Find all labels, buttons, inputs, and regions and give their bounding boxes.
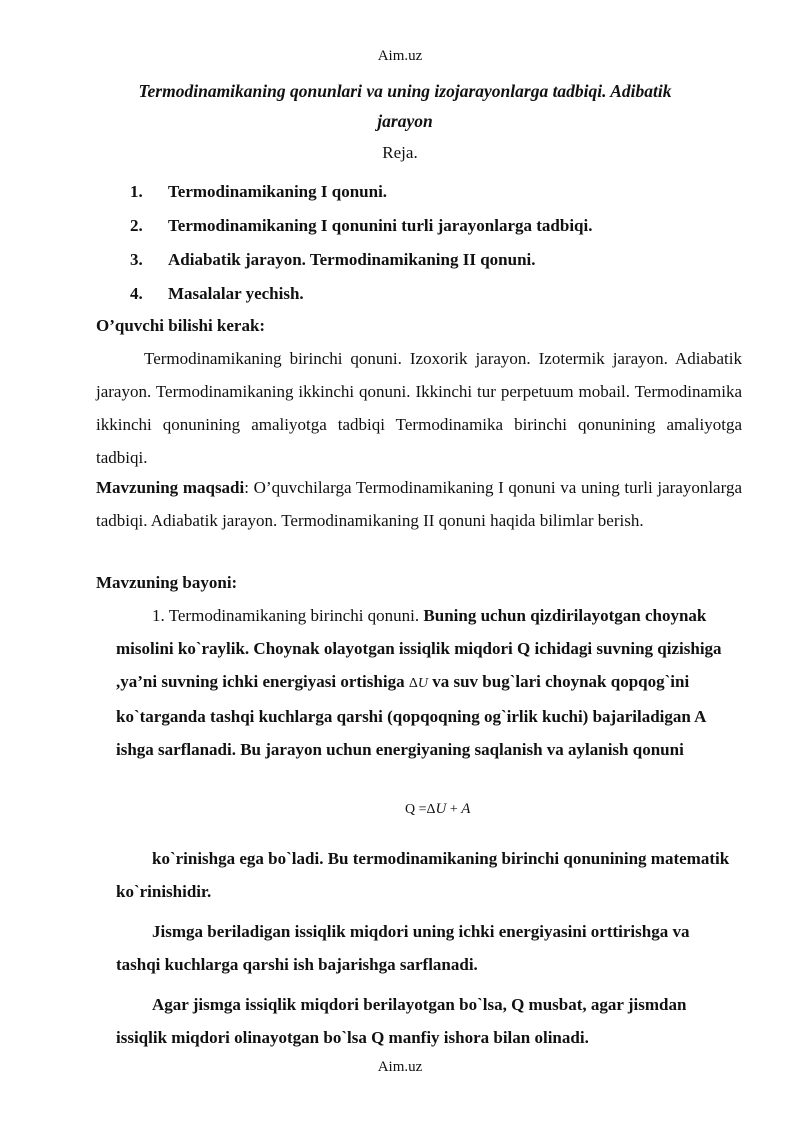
delta-symbol: Δ xyxy=(408,676,418,691)
u-symbol: U xyxy=(417,676,428,691)
bayon-p1-lead: 1. Termodinamikaning birinchi qonuni. xyxy=(152,606,424,625)
know-heading: O’quvchi bilishi kerak: xyxy=(96,316,266,335)
bayon-p1-bold-b: va suv bug`lari choynak qopqog`ini ko`targanda tashqi kuchlarga qarshi (qopqoqning og`irlik kuchi) bajariladigan A ishga sarflanadi. Bu jarayon uchun energiyaning saqlanish va aylanish qonuni xyxy=(116,672,706,759)
plan-item-number: 4. xyxy=(130,284,143,303)
bayon-p4-text: Agar jismga issiqlik miqdori berilayotgan bo`lsa, Q musbat, agar jismdan issiqlik miqdori olinayotgan bo`lsa Q manfiy ishora bilan olinadi. xyxy=(116,995,687,1047)
first-law-formula xyxy=(405,801,470,818)
formula-delta: Δ xyxy=(426,802,436,817)
plan-list xyxy=(130,179,750,315)
formula-plus: + xyxy=(449,802,458,817)
bayon-p3-text: Jismga beriladigan issiqlik miqdori uning ichki energiyasini orttirishga va tashqi kuchlarga qarshi ish bajarishga sarflanadi. xyxy=(116,922,690,974)
formula-q: Q xyxy=(405,802,416,817)
plan-item-number: 1. xyxy=(130,182,143,201)
page-header: Aim.uz xyxy=(377,48,423,64)
goal-label: Mavzuning maqsadi xyxy=(96,478,245,497)
plan-heading: Reja. xyxy=(382,143,418,162)
goal-section xyxy=(96,471,742,537)
plan-item-text: Termodinamikaning I qonunini turli jarayonlarga tadbiqi. xyxy=(168,216,593,235)
bayon-paragraph-4 xyxy=(116,988,736,1054)
formula-equals: = xyxy=(418,802,427,817)
plan-item-number: 3. xyxy=(130,250,143,269)
bayon-p2-text: ko`rinishga ega bo`ladi. Bu termodinamikaning birinchi qonunining matematik ko`rinishidir. xyxy=(116,849,730,901)
plan-item-text: Adiabatik jarayon. Termodinamikaning II qonuni. xyxy=(168,250,536,269)
bayon-paragraph-2 xyxy=(116,842,736,908)
formula-u: U xyxy=(435,801,447,817)
plan-item-text: Termodinamikaning I qonuni. xyxy=(168,182,388,201)
formula-a: A xyxy=(461,801,471,817)
delta-u-symbol xyxy=(409,676,428,691)
plan-item xyxy=(130,247,750,281)
bayon-heading: Mavzuning bayoni: xyxy=(96,573,238,592)
plan-item xyxy=(130,179,750,213)
plan-item-number: 2. xyxy=(130,216,143,235)
know-section xyxy=(96,309,742,474)
document-title: Termodinamikaning qonunlari va uning izojarayonlarga tadbiqi. Adibatik jarayon xyxy=(138,81,672,131)
bayon-paragraph-1 xyxy=(116,599,736,766)
goal-text: : O’quvchilarga Termodinamikaning I qonuni va uning turli jarayonlarga tadbiqi. Adiabatik jarayon. Termodinamikaning II qonuni haqida bilimlar berish. xyxy=(96,478,742,530)
plan-item xyxy=(130,213,750,247)
bayon-p1-bold-a: Buning uchun qizdirilayotgan choynak misolini ko`raylik. Choynak olayotgan issiqlik miqdori Q ichidagi suvning qizishiga ,ya’ni suvning ichki energiyasi ortishiga xyxy=(116,606,722,691)
page-footer: Aim.uz xyxy=(377,1059,423,1075)
plan-item-text: Masalalar yechish. xyxy=(168,284,304,303)
bayon-paragraph-3 xyxy=(116,915,736,981)
know-text: Termodinamikaning birinchi qonuni. Izoxorik jarayon. Izotermik jarayon. Adiabatik jarayon. Termodinamikaning ikkinchi qonuni. Ikkinchi tur perpetuum mobail. Termodinamika ikkinchi qonunining amaliyotga tadbiqi Termodinamika birinchi qonunining amaliyotga tadbiqi. xyxy=(96,349,742,467)
